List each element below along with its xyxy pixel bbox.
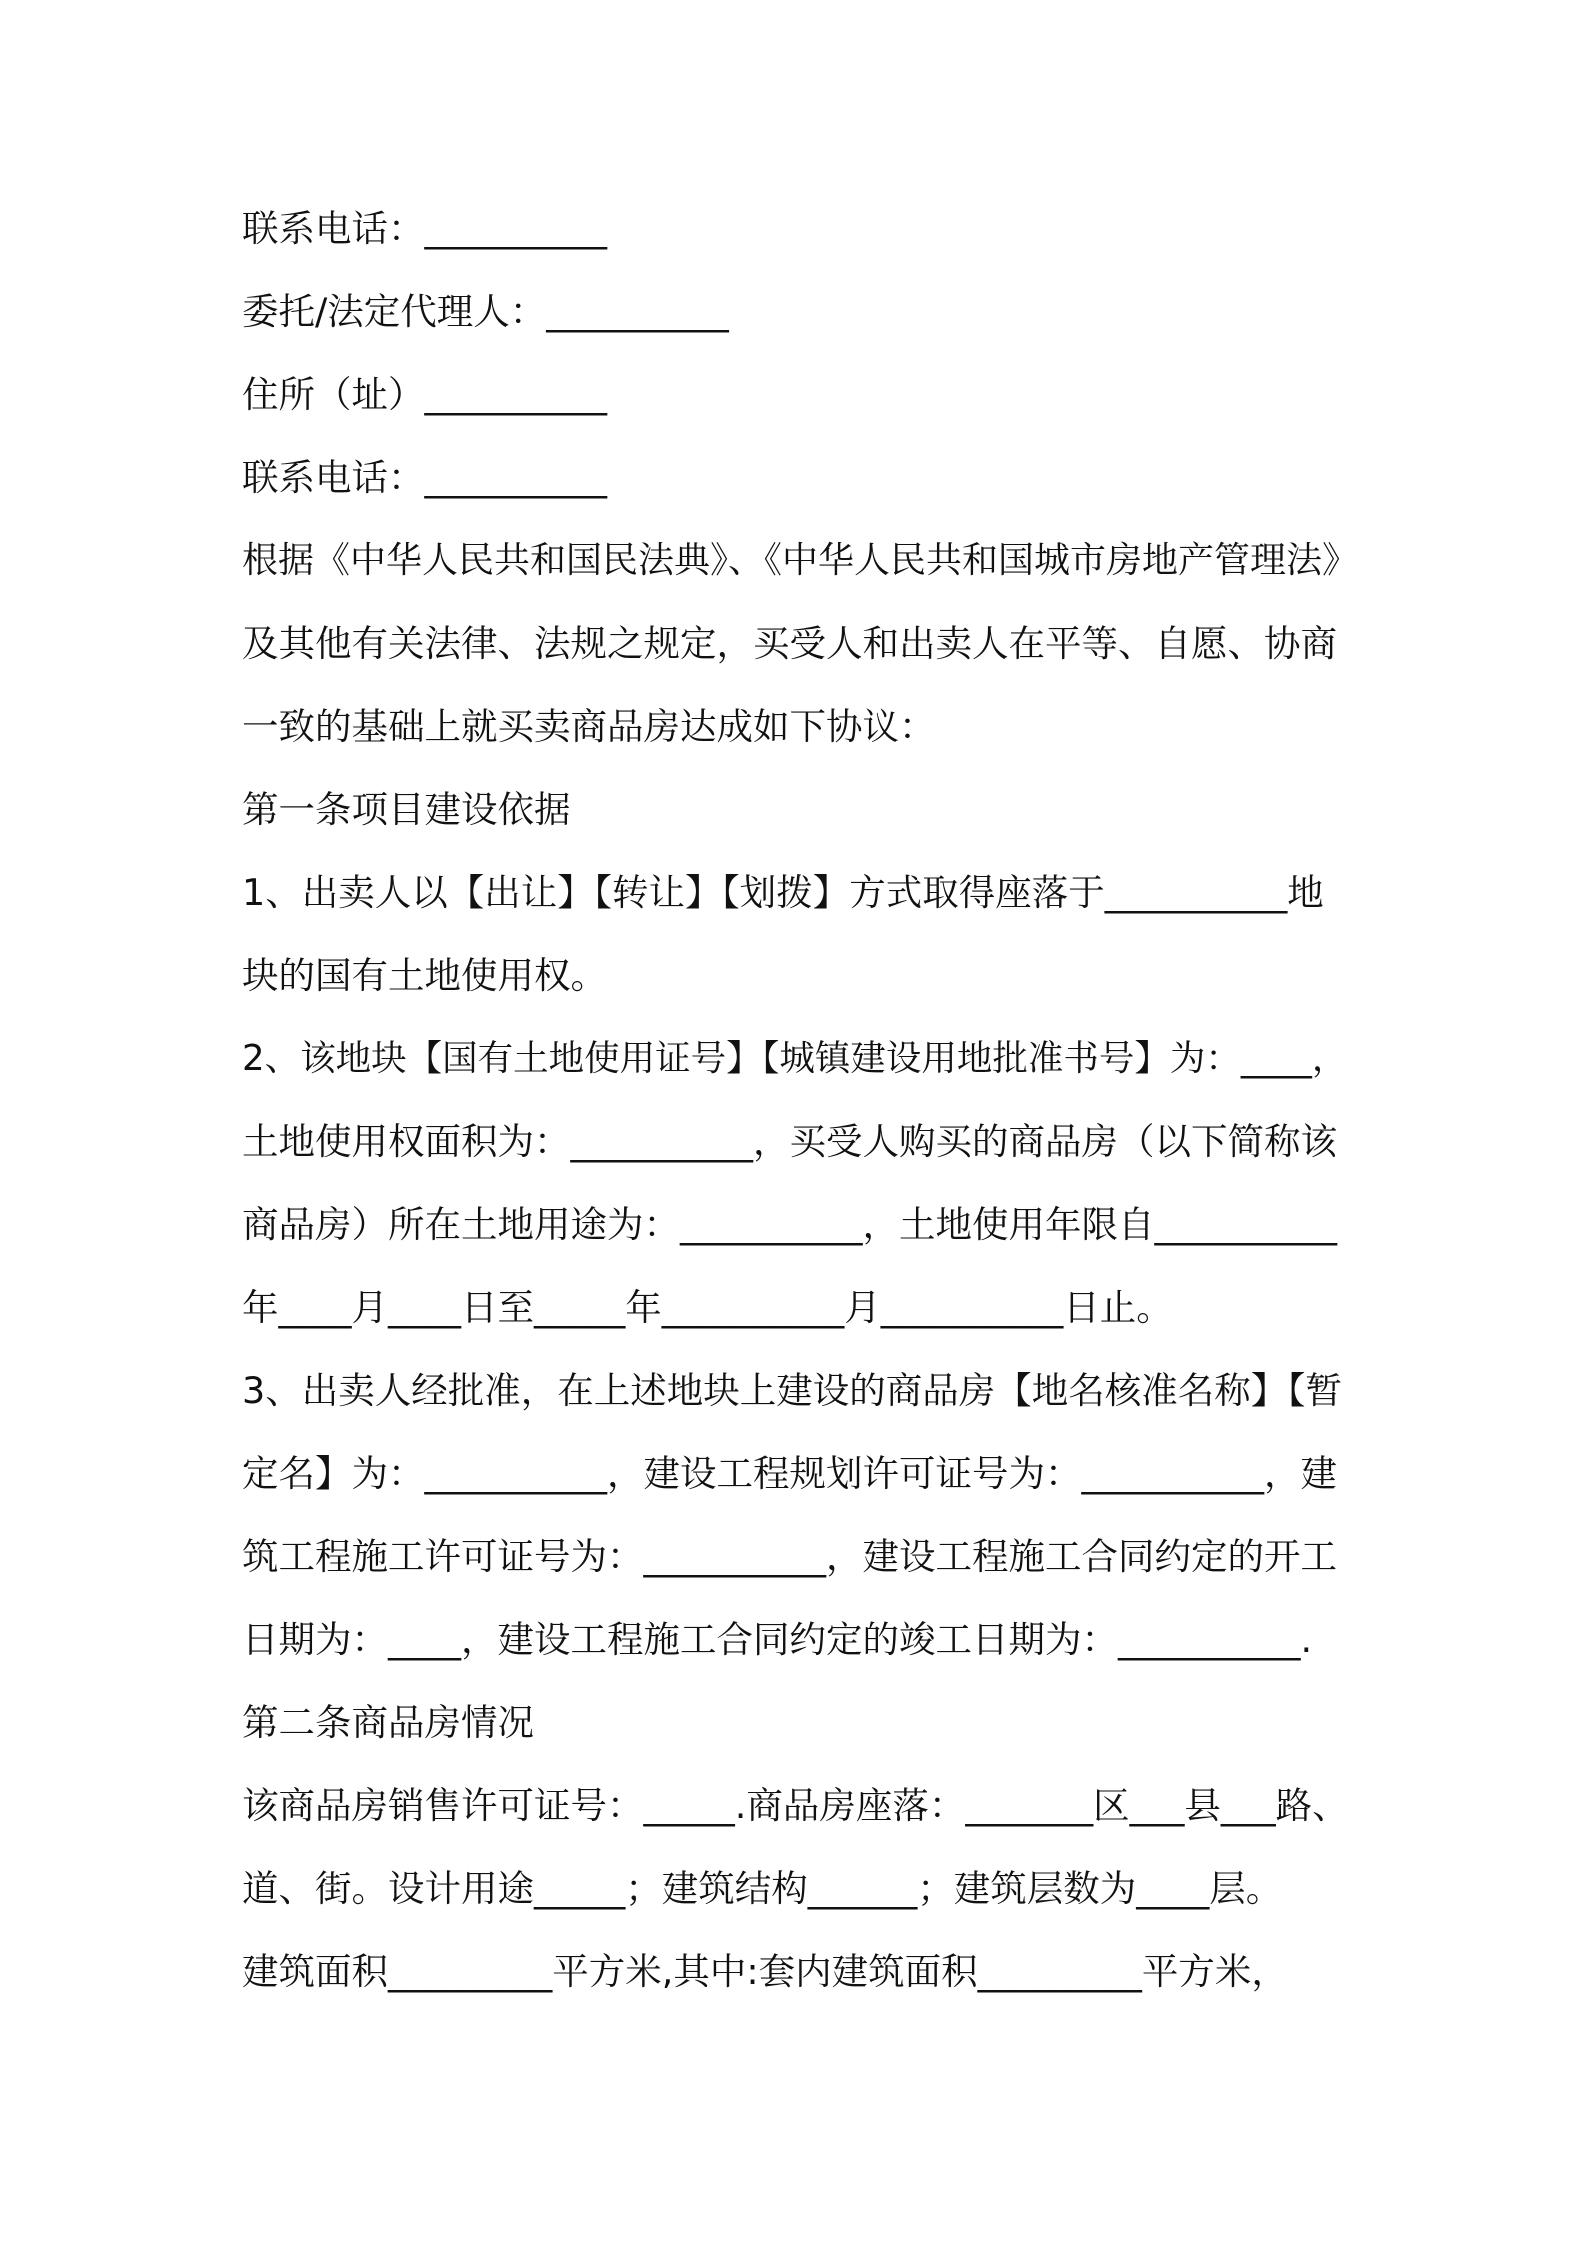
preamble-line-3: 一致的基础上就买卖商品房达成如下协议： bbox=[242, 705, 936, 748]
article-1-clause-2-line-4: 年____月____日至_____年__________月__________日止。 bbox=[242, 1286, 1173, 1329]
article-2-line-1: 该商品房销售许可证号：_____.商品房座落：_______区___县___路、 bbox=[242, 1784, 1349, 1827]
article-1-clause-1-line-2: 块的国有土地使用权。 bbox=[242, 954, 607, 997]
preamble-line-2: 及其他有关法律、法规之规定，买受人和出卖人在平等、自愿、协商 bbox=[242, 622, 1337, 665]
article-1-clause-2-line-2: 土地使用权面积为：__________，买受人购买的商品房（以下简称该 bbox=[242, 1120, 1337, 1163]
article-1-clause-3-line-1: 3、出卖人经批准，在上述地块上建设的商品房【地名核准名称】【暂 bbox=[242, 1369, 1342, 1412]
article-1-clause-2-line-3: 商品房）所在土地用途为：__________，土地使用年限自__________ bbox=[242, 1203, 1337, 1246]
article-1-clause-3-line-3: 筑工程施工许可证号为：__________，建设工程施工合同约定的开工 bbox=[242, 1535, 1337, 1578]
article-1-heading: 第一条项目建设依据 bbox=[242, 788, 571, 831]
contact-phone-line-2: 联系电话：__________ bbox=[242, 456, 607, 499]
article-1-clause-3-line-4: 日期为：____，建设工程施工合同约定的竣工日期为：__________. bbox=[242, 1618, 1313, 1661]
contact-phone-line-1: 联系电话：__________ bbox=[242, 207, 607, 250]
article-1-clause-2-line-1: 2、该地块【国有土地使用证号】【城镇建设用地批准书号】为：____， bbox=[242, 1038, 1348, 1079]
preamble-line-1: 根据《中华人民共和国民法典》、《中华人民共和国城市房地产管理法》 bbox=[242, 540, 1359, 581]
article-1-clause-1-line-1: 1、出卖人以【出让】【转让】【划拨】方式取得座落于__________地 bbox=[242, 871, 1324, 914]
address-line: 住所（址）__________ bbox=[242, 373, 607, 416]
agent-line: 委托/法定代理人：__________ bbox=[242, 290, 729, 333]
article-2-line-3: 建筑面积_________平方米,其中:套内建筑面积_________平方米， bbox=[242, 1950, 1288, 1993]
article-2-heading: 第二条商品房情况 bbox=[242, 1701, 534, 1744]
article-1-clause-3-line-2: 定名】为：__________，建设工程规划许可证号为：__________，建 bbox=[242, 1452, 1337, 1495]
article-2-line-2: 道、街。设计用途_____；建筑结构______；建筑层数为____层。 bbox=[242, 1867, 1283, 1910]
